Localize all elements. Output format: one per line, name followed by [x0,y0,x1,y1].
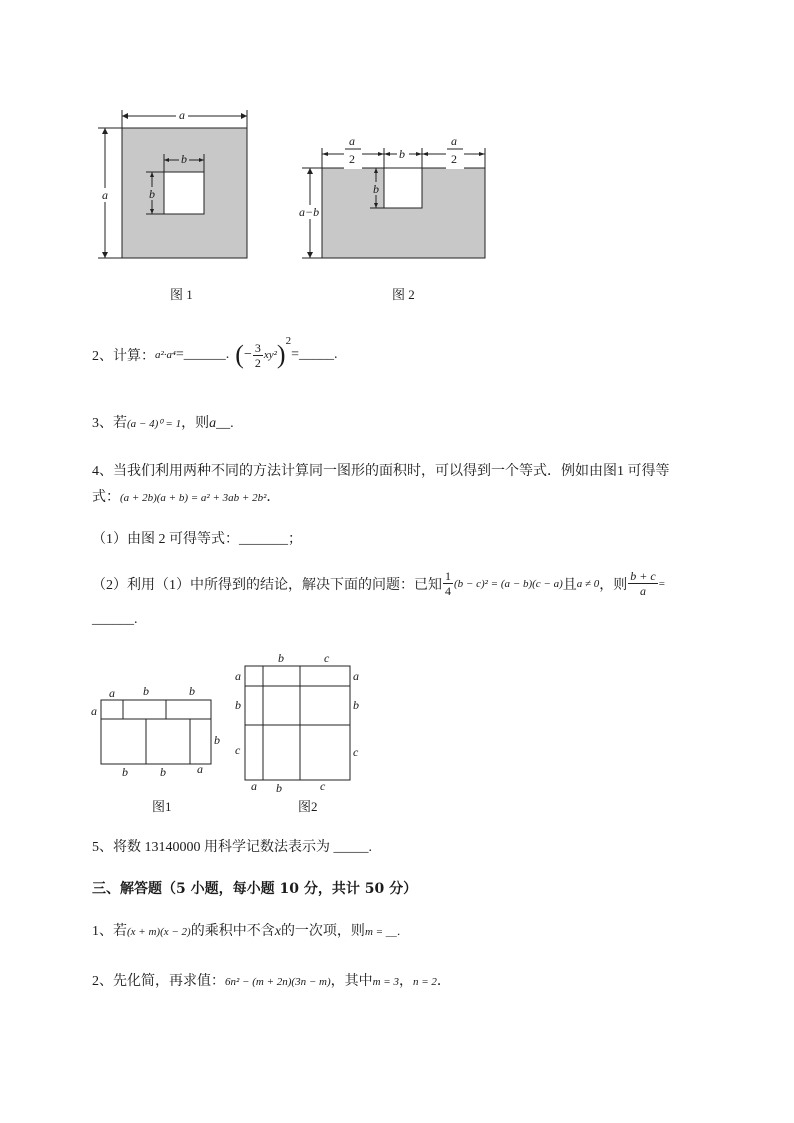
q2-frac-num: 3 [254,340,261,355]
mf2-left-c: c [235,743,241,757]
q3-expr: (a − 4)⁰ = 1 [127,418,182,430]
q4-sub2-blank: ______. [92,612,138,627]
mid-figure-2 [230,650,370,795]
question-3 [92,412,234,432]
fig2-label-two: 2 [349,152,355,166]
fig2-label-two2: 2 [451,152,457,166]
s3q2-expr: 6n² − (m + 2n)(3n − m) [225,976,331,988]
fig1-label-a-top: a [179,108,185,122]
mf2-top-b: b [278,651,284,665]
mf1-bottom-a: a [197,762,203,776]
q4-sub2-then: ，则 [599,577,628,593]
fig2-caption: 图 2 [392,287,415,302]
s3q2-mid: ，其中 [330,974,373,989]
q4-sub2-and: 且 [562,577,577,593]
q2-eq2: =_____. [291,347,338,362]
s3q1-mid: 的乘积中不含 [190,924,275,939]
mf1-caption: 图1 [152,799,172,814]
fig2-label-b: b [399,147,405,161]
mid-figure-1 [88,680,228,780]
s3q2-c1: m = 3 [372,976,399,988]
section-3-heading: 三、解答题（5 小题，每小题 10 分，共计 50 分） [92,881,418,897]
s3q1-expr: (x + m)(x − 2) [127,926,191,938]
fig2-label-b-left: b [373,182,379,196]
q4-sub2-frac2 [628,570,657,597]
q3-pre: 3、若 [92,416,127,431]
mf2-right-b: b [353,698,359,712]
s3q1-mid2: 的一次项，则 [280,924,365,939]
mf2-right-c: c [353,745,359,759]
mf1-top-a: a [109,686,115,700]
question-2: 2、计算： a²·a⁴ =______. ( − $\frac{3}{2}$ xy² ) 2 =_____. [92,335,338,370]
q4-sub2-expr: (b − c)² = (a − b)(c − a) [454,577,563,590]
q3-end: __. [216,416,234,431]
q2-rest: xy² [263,349,277,361]
q4-sub2 [92,570,665,597]
mf2-bottom-a: a [251,779,257,793]
mf2-right-a: a [353,669,359,683]
s3q1-var: x [274,924,281,939]
mf1-left-a: a [91,704,97,718]
s3-question-2 [92,970,451,990]
mf1-top-b2: b [189,684,195,698]
q4-line2-expr: (a + 2b)(a + b) = a² + 3ab + 2b² [120,492,267,504]
mf2-bottom-b: b [276,781,282,795]
q2-exp: 2 [285,335,292,347]
mf2-caption: 图2 [298,799,318,814]
s3q2-end: ． [436,974,451,989]
q2-eq1: =______. [175,347,230,362]
s3q1-pre: 1、若 [92,924,127,939]
q2-prefix: 2、计算： [92,349,155,364]
s3-question-1 [92,920,408,940]
q2-frac-den: 2 [254,355,261,370]
mf2-left-a: a [235,669,241,683]
mf2-bottom-c: c [320,779,326,793]
q4-sub1: （1）由图 2 可得等式：_______； [92,532,302,547]
q2-fraction [253,342,263,369]
q4-line2-pre: 式： [92,490,120,505]
mf1-bottom-b2: b [160,765,166,779]
fig2-label-amb: a−b [299,205,320,219]
fig1-label-b-left: b [149,187,155,201]
q2-sign: − [243,347,252,362]
s3q1-ans: m = __． [364,926,408,938]
q3-mid: ，则 [181,416,210,431]
mf2-top-c: c [324,651,330,665]
question-5: 5、将数 13140000 用科学记数法表示为 _____. [92,840,372,855]
q2-expr1: a²·a⁴ [155,349,176,361]
s3q2-sep: ， [398,974,413,989]
q4-line2 [92,486,280,506]
mf1-top-b1: b [143,684,149,698]
mf2-left-b: b [235,698,241,712]
fig1-caption: 图 1 [170,287,193,302]
fig1-label-b-top: b [181,152,187,166]
q4-sub2-frac2-den: a [640,584,646,598]
s3q2-c2: n = 2 [412,976,437,988]
q4-sub2-pre: （2）利用（1）中所得到的结论，解决下面的问题：已知 [92,577,442,593]
q4-sub2-eq: = [658,577,665,590]
mf1-bottom-b1: b [122,765,128,779]
fig2-label-a-num: a [349,134,355,148]
q4-sub2-frac [443,570,453,597]
q4-line2-end: ． [266,490,281,505]
fig2-label-a-num2: a [451,134,457,148]
s3q2-pre: 2、先化简，再求值： [92,974,225,989]
q3-var: a [209,416,217,431]
fig1-label-a-left: a [102,188,108,202]
q4-sub2-frac-den: 4 [445,584,451,598]
top-figure-2 [296,130,496,265]
q4-sub2-frac-num: 1 [445,569,451,583]
q4-sub2-cond: a ≠ 0 [576,577,600,590]
mf1-right-b: b [214,733,220,747]
q4-sub2-frac2-num: b + c [630,569,656,583]
q4-line1: 4、当我们利用两种不同的方法计算同一图形的面积时，可以得到一个等式．例如由图1 可得等 [92,464,670,479]
top-figure-1 [92,100,262,275]
